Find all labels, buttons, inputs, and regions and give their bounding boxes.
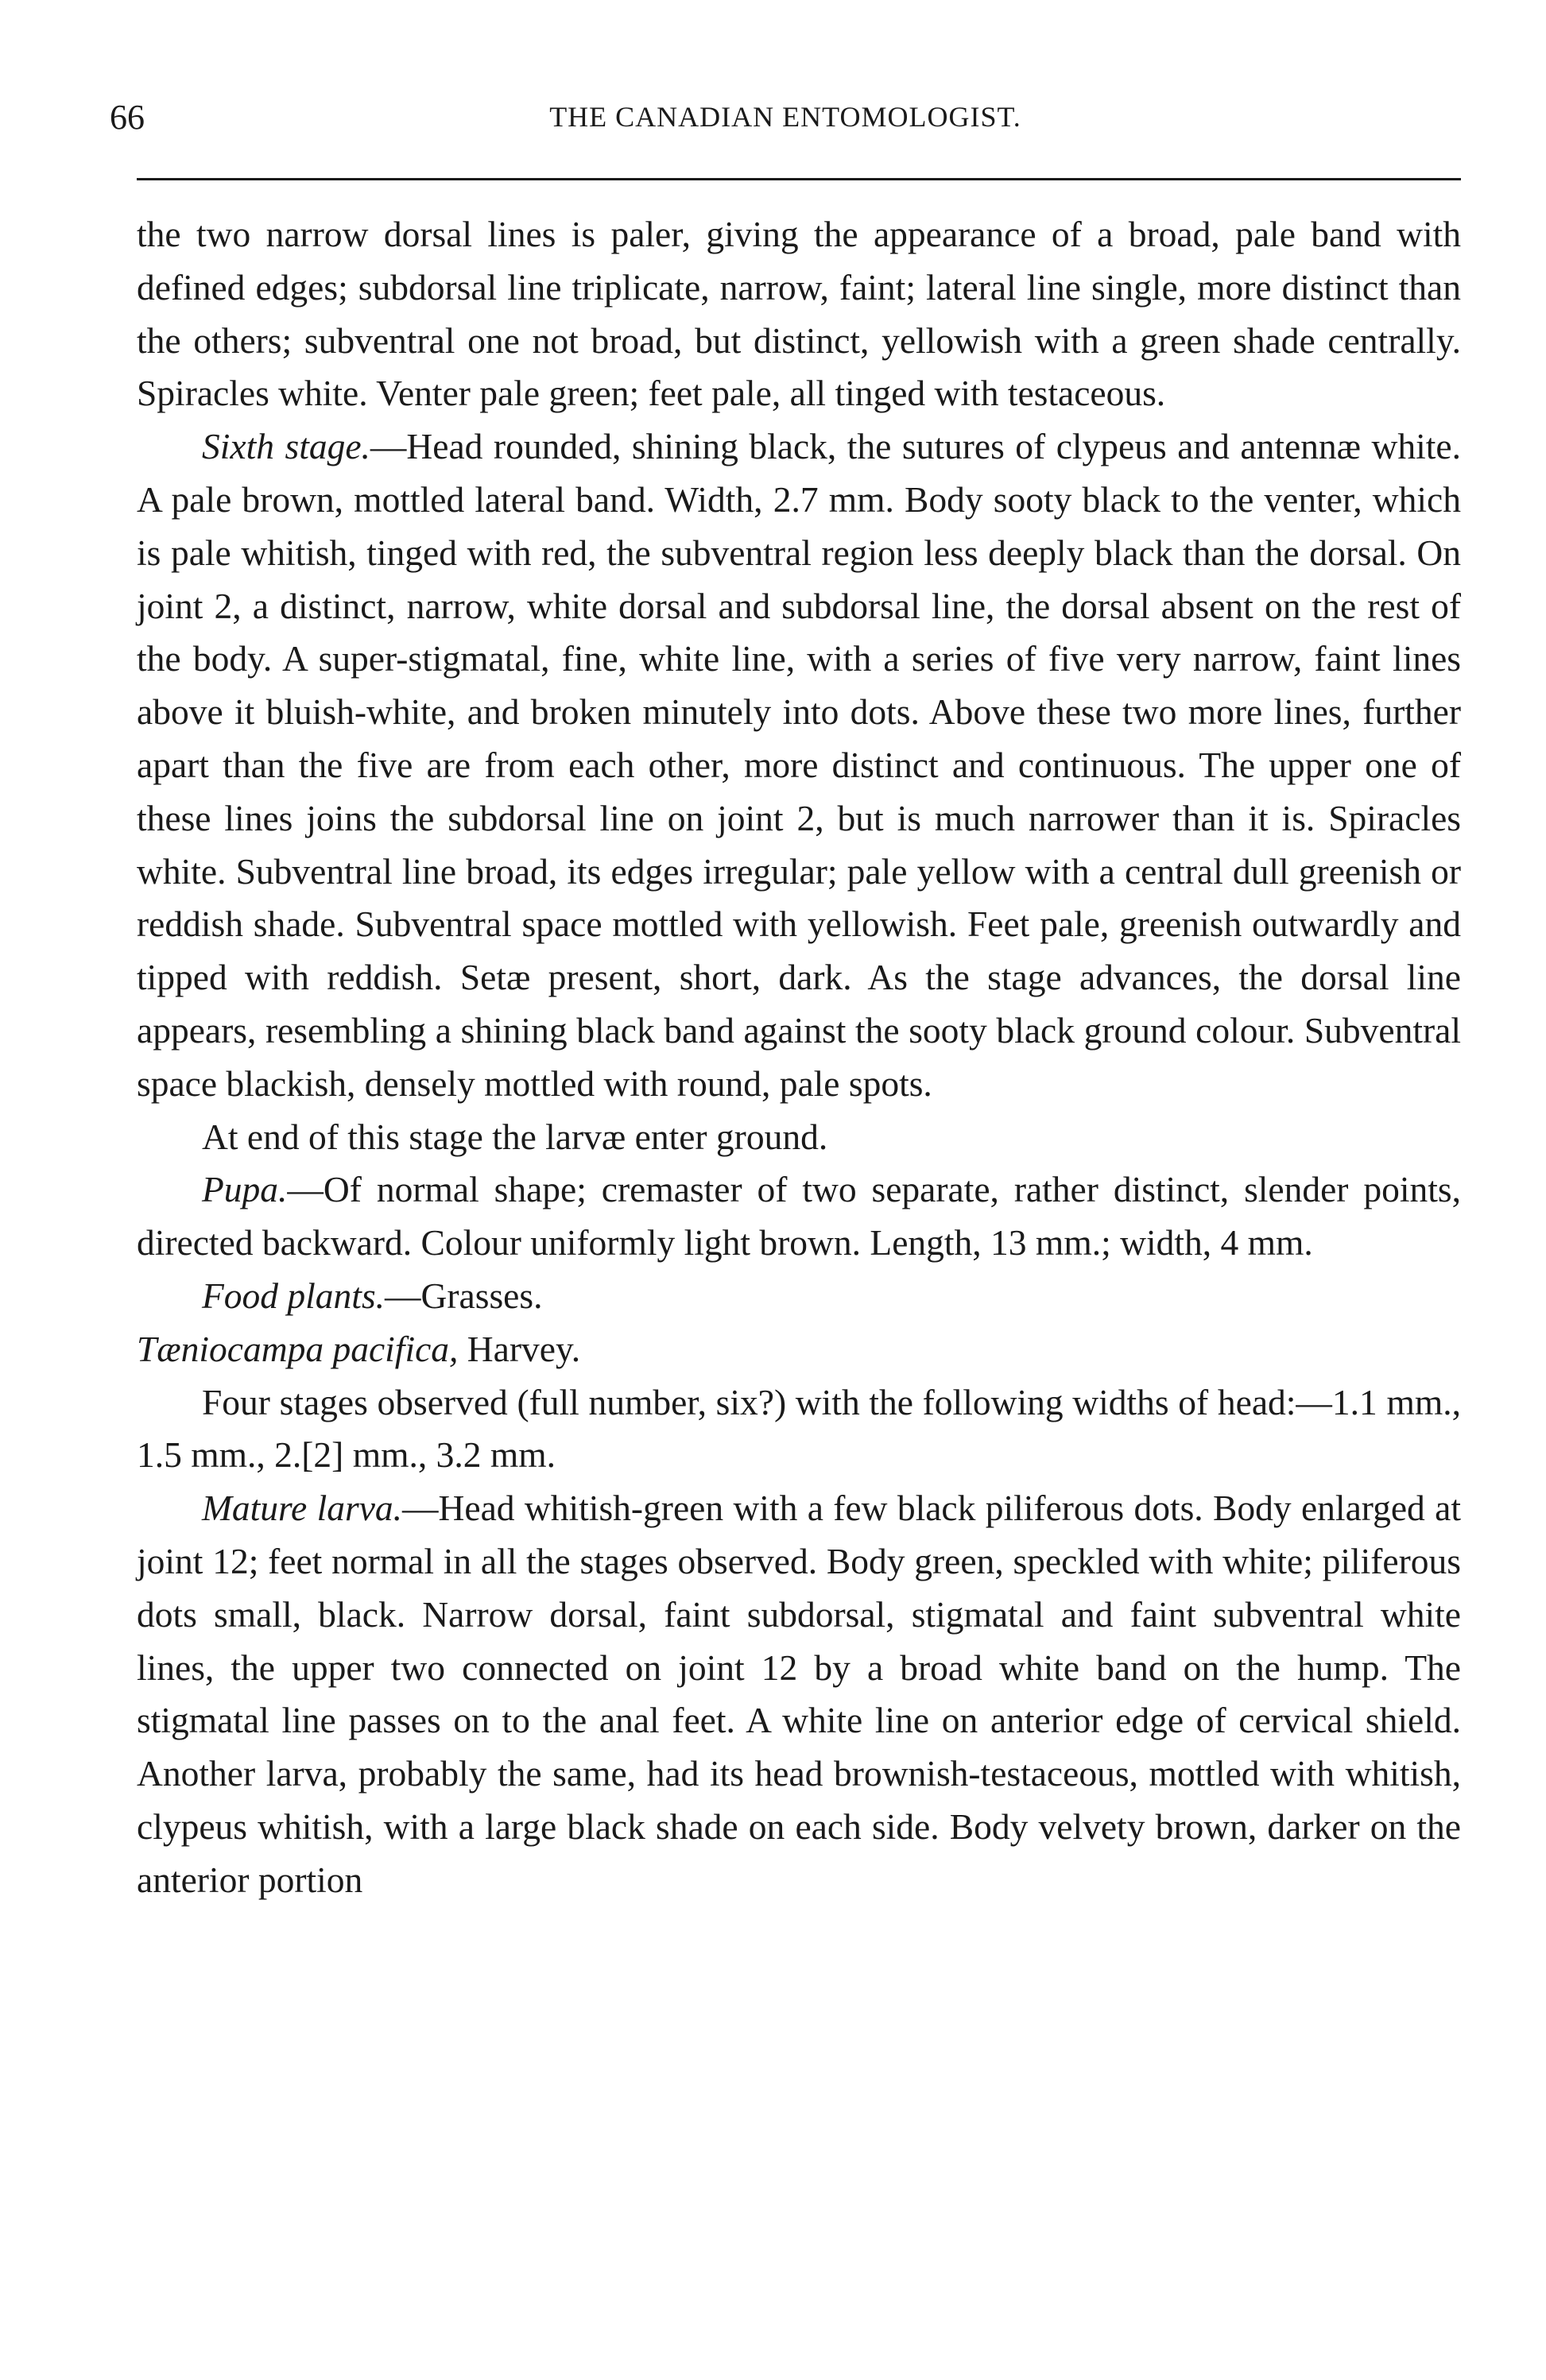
paragraph-text: the two narrow dorsal lines is paler, giving the appearance of a broad, pale band with defined edges; subdorsal line triplicate, narrow, faint; lateral line single, more distinct than the others; subventral one not broad, but distinct, yellowish with a green shade centrally. Spiracles white. Venter pale green; feet pale, all tinged with testaceous. xyxy=(137,214,1461,414)
body-text xyxy=(137,208,1461,1907)
running-header xyxy=(110,97,1461,145)
section-heading-mature-larva: Mature larva. xyxy=(202,1488,403,1529)
section-heading-food-plants: Food plants. xyxy=(202,1275,386,1316)
paragraph-pupa xyxy=(137,1163,1461,1270)
paragraph-food-plants xyxy=(137,1270,1461,1323)
paragraph-text: —Grasses. xyxy=(385,1275,543,1316)
section-heading-pupa: Pupa. xyxy=(202,1169,288,1210)
species-author: Harvey. xyxy=(458,1328,581,1369)
paragraph-text: —Of normal shape; cremaster of two separate, rather distinct, slender points, directed backward. Colour uniformly light brown. Length, 13 mm.; width, 4 mm. xyxy=(137,1169,1461,1264)
section-heading-sixth-stage: Sixth stage. xyxy=(202,426,370,467)
paragraph-text: —Head rounded, shining black, the sutures of clypeus and antennæ white. A pale brown, mottled lateral band. Width, 2.7 mm. Body sooty black to the venter, which is pale whitish, tinged with red, the subventral region less deeply black than the dorsal. On joint 2, a distinct, narrow, white dorsal and subdorsal line, the dorsal absent on the rest of the body. A super-stigmatal, fine, white line, with a series of five very narrow, faint lines above it bluish-white, and broken minutely into dots. Above these two more lines, further apart than the five are from each other, more distinct and continuous. The upper one of these lines joins the subdorsal line on joint 2, but is much narrower than it is. Spiracles white. Subventral line broad, its edges irregular; pale yellow with a central dull greenish or reddish shade. Subventral space mottled with yellowish. Feet pale, greenish outwardly and tipped with reddish. Setæ present, short, dark. As the stage advances, the dorsal line appears, resembling a shining black band against the sooty black ground colour. Subventral space blackish, densely mottled with round, pale spots. xyxy=(137,426,1461,1104)
paragraph-mature-larva xyxy=(137,1482,1461,1906)
species-heading xyxy=(137,1323,1461,1376)
paragraph-text: At end of this stage the larvæ enter ground. xyxy=(202,1116,828,1157)
paragraph-stages-observed xyxy=(137,1376,1461,1483)
paragraph-sixth-stage xyxy=(137,420,1461,1110)
paragraph-text: —Head whitish-green with a few black piliferous dots. Body enlarged at joint 12; feet normal in all the stages observed. Body green, speckled with white; piliferous dots small, black. Narrow dorsal, faint subdorsal, stigmatal and faint subventral white lines, the upper two connected on joint 12 by a broad white band on the hump. The stigmatal line passes on to the anal feet. A white line on anterior edge of cervical shield. Another larva, probably the same, had its head brownish-testaceous, mottled with whitish, clypeus whitish, with a large black shade on each side. Body velvety brown, darker on the anterior portion xyxy=(137,1488,1461,1900)
species-name: Tæniocampa pacifica, xyxy=(137,1328,459,1369)
header-rule xyxy=(137,178,1461,180)
page-number: 66 xyxy=(110,98,145,137)
running-title: THE CANADIAN ENTOMOLOGIST. xyxy=(549,101,1021,133)
paragraph-text: Four stages observed (full number, six?) with the following widths of head:—1.1 mm., 1.5 mm., 2.[2] mm., 3.2 mm. xyxy=(137,1381,1461,1476)
paragraph-end-of-stage xyxy=(137,1111,1461,1164)
paragraph-continuation xyxy=(137,208,1461,420)
